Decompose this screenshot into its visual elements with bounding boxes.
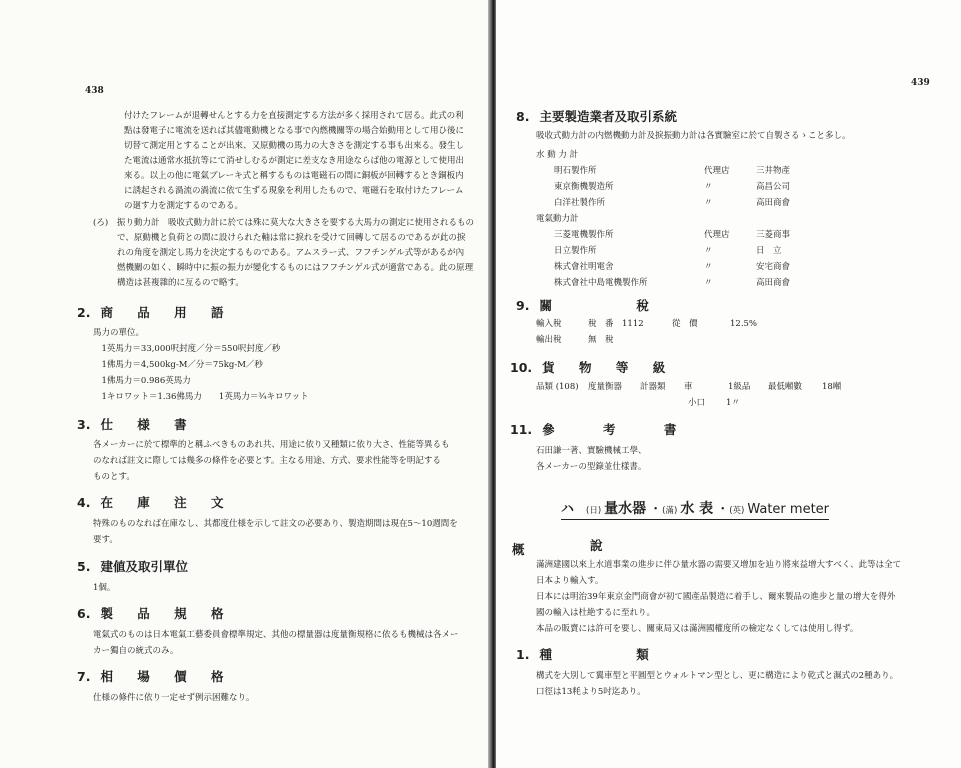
overview-marker: 概	[512, 542, 525, 557]
overview-heading: 說	[590, 538, 603, 553]
table-row: 輸出稅 無 稅	[536, 335, 614, 345]
text-line: 付けたフレームが退轉せんとする力を直接測定する方法が多く採用されて居る。此式の利	[124, 111, 464, 121]
section-heading: 11. 參 考 書	[510, 422, 699, 437]
text-line: 構式を大別して翼車型と平圓型とウォルトマン型とし、更に構造により乾式と濕式の2種あり。	[536, 671, 899, 681]
text-line: 要す。	[93, 535, 118, 545]
section-heading: 9. 關 稅	[516, 298, 689, 313]
text-line: カー獨自の統式のみ。	[93, 646, 179, 656]
section-heading: 8. 主要製造業者及取引系統	[516, 109, 677, 124]
table-row: 東京衡機製造所 〃 高昌公司	[554, 182, 791, 192]
table-row: 株式會社明電舍 〃 安宅商會	[554, 262, 791, 272]
text-line: 構造は甚複雜的に亙るので略す。	[117, 278, 244, 288]
text-line: 1キロワット＝1.36佛馬力 1英馬力＝¾キロワット	[93, 392, 309, 402]
water-meter-title: ハ (日) 量水器 ・(滿) 水 表 ・(英) Water meter	[561, 498, 829, 520]
text-line: で、原動機と負荷との間に設けられた軸は常に捩れを受けて回轉して居るのであるが此の捩	[117, 233, 466, 243]
text-line: 來る。以上の他に電氣ブレーキ式と稱するものは電磁石の間に銅板が回轉するとき銅板内	[124, 171, 464, 181]
text-line: 馬力の單位。	[93, 328, 145, 338]
text-line: 燃機關の如く、瞬時中に振の振力が變化するものにはフフチンゲル式が適當である。此の原理	[117, 263, 474, 273]
text-line: た電流は通常水抵抗等にて消せしむるが測定に差支なき用途ならば他の電源として使用出	[124, 156, 465, 166]
text-line: のなれば註文に際しては幾多の條件を必要とす。主なる用途、方式、要求性能等を明記する	[93, 456, 441, 466]
text-line: 石田謙一著、實驗機械工學、	[536, 446, 647, 456]
text-line: れの角度を測定し馬力を決定するものである。アムスラー式、フフチンゲル式等があるが內	[117, 248, 465, 258]
text-line: 日本には明治39年東京金門商會が初て國產品製造に着手し、爾來製品の進步と量の增大を得外	[536, 592, 896, 602]
section-heading: 4. 在 庫 注 文	[77, 495, 234, 510]
section-heading: 2. 商 品 用 語	[77, 305, 234, 320]
text-line: 各メーカーに於て標準的と稱ふべきものあれ共、用途に依り又種類に依り大さ、性能等異るも	[93, 440, 450, 450]
table-row: 日立製作所 〃 日 立	[554, 246, 782, 256]
section-heading: 7. 相 場 價 格	[77, 669, 234, 684]
text-line: 吸收式動力計の内燃機動力計及捩振動力計は各實驗室に於て自製さるゝこと多し。	[536, 131, 851, 141]
item-marker: (ろ)	[93, 218, 109, 228]
table-row: 三菱電機製作所 代理店 三菱商事	[554, 230, 791, 240]
text-line: ものとす。	[93, 472, 135, 482]
table-row: 品類 (108) 度量衡器 計器類 車 1級品 最低噸數 18噸	[536, 382, 842, 392]
text-line: 滿洲建國以來上水道事業の進步に伴ひ量水器の需要又增加を辿り將來益增大すべく、此等は全て	[536, 560, 902, 570]
page-number-left: 438	[85, 86, 104, 96]
text-line: 特殊のものなれば在庫なし、其都度仕様を示して註文の必要あり、製造期間は現在5～10週間を	[93, 519, 458, 529]
table-row: 輸入稅 稅 番 1112 從 價 12.5%	[536, 319, 758, 329]
text-line: 1個。	[93, 583, 116, 593]
text-line: 切替て測定用とすることが出來、又原動機の馬力の大きさを測定する事も出來る。發生し	[124, 141, 465, 151]
text-line: 振り動力計 吸收式動力計に於ては殊に莫大な大きさを要する大馬力の測定に使用されるもの	[117, 218, 475, 228]
text-line: に誘起される渦流の渦流に依て生ずる現象を利用したもので、電磁石を取付けたフレーム	[124, 186, 464, 196]
right-page	[496, 0, 961, 768]
text-line: 本品の販賣には許可を要し、關東局又は滿洲國權度所の檢定なくしては使用し得ず。	[536, 624, 859, 634]
text-line: 1佛馬力＝4,500kg-M／分＝75kg-M／秒	[93, 360, 263, 370]
table-row: 株式會社中島電機製作所 〃 高田商會	[554, 278, 791, 288]
section-heading: 1. 種 類	[516, 647, 689, 662]
text-line: 電氣式のものは日本電氣工藝委員會標準規定、其他の標量器は度量衡規格に依るも機械は各メー	[93, 630, 459, 640]
table-row: 明石製作所 代理店 三井物產	[554, 166, 791, 176]
section-heading: 3. 仕 様 書	[77, 417, 197, 432]
page-number-right: 439	[911, 78, 930, 88]
table-row: 白洋社製作所 〃 高田商會	[554, 198, 791, 208]
text-line: 日本より輸入す。	[536, 576, 604, 586]
text-line: 1英馬力＝33,000呎封度／分＝550呎封度／秒	[93, 344, 281, 354]
text-line: の廻す力を測定するのである。	[124, 201, 244, 211]
text-line: 國の輸入は杜絶するに至れり。	[536, 608, 656, 618]
text-line: 仕様の條件に依り一定せず例示困難なり。	[93, 693, 255, 703]
section-heading: 6. 製 品 規 格	[77, 606, 234, 621]
text-line: 各メーカーの型錄並仕樣書。	[536, 462, 647, 472]
text-line: 口徑は13粍より5吋迄あり。	[536, 687, 646, 697]
group-label: 電氣動力計	[536, 214, 579, 224]
group-label: 水 動 力 計	[536, 150, 579, 160]
table-row: 小口 1〃	[688, 398, 740, 408]
text-line: 1佛馬力＝0.986英馬力	[93, 376, 191, 386]
section-heading: 5. 建値及取引單位	[77, 559, 188, 574]
section-heading: 10. 貨 物 等 級	[510, 360, 676, 375]
text-line: 點は發電子に電流を送れば其儘電動機となる事で內燃機關等の場合始動用として用ひ後に	[124, 126, 465, 136]
